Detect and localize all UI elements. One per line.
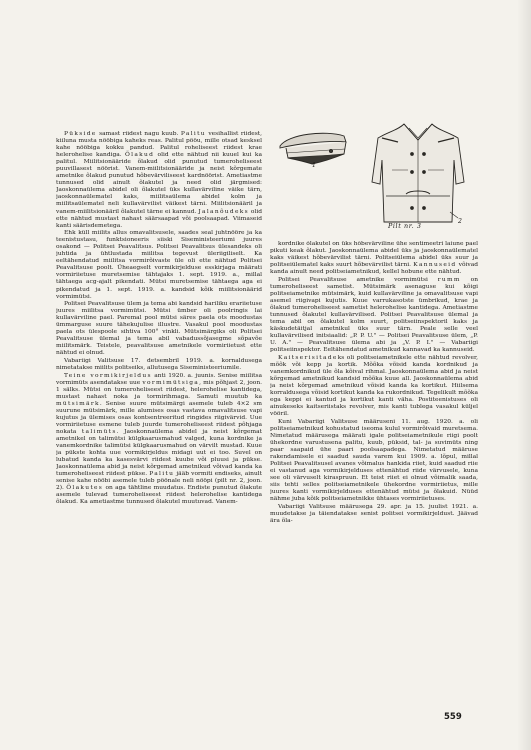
paragraph [56,131,262,230]
text-run: Kuni Vabariigi Valitsuse määruseni 11. aug. 1920. a. oli politseiametnikud kohustatud iseoma kulul vormirõivaid muretsema. Nimetatud määrusega määrati igale politseiametnikule riigi poolt ühekordne varustusena palitu, kuub, püksid, tal- ja suvimüts ning paar saapaid ühe paari poolsaapadega. Nimetatud määruse rakendamisele ei saadud sauda varem kui 1909. a. lõpul, millal Politsei Peavalitsusel avanes võimalus hankida riiet, kuid saadud riie ei vastanud aga vormikirjelduses ettenähtud riide värvusele, kuna see oli värvuselt kiraspruun. Et teist riiet ei olnud võimalik saada, siis tehti selles politseiametnikele ühekordne vormiriietus, mille juures kanti vormikirjelduses ettenähtud mütsi ja õlakuid. Nüüd nähme juba kõik politseiametnikke ühtases vormiriietuses. [270,418,478,503]
spaced-term: mütsimärk [56,400,100,407]
text-run: jääb vormiti endiseks, ainult senise kahe nööbi asemele tuleb pöönale neli nööpi (pilt nr. 2, joon. 2). [56,471,262,492]
text-run: samast riidest nagu kuub. [96,131,181,137]
paragraph [270,504,478,525]
text-run: Politsei Peavalitsuse ametnike vormimütsi [278,276,438,283]
figure-caption: Pilt nr. 3 [388,222,422,230]
spaced-term: talimüts [81,428,117,435]
spaced-term: Palitu [149,471,175,478]
spaced-term: Palitu [180,131,206,137]
spaced-term: Õlakutes [66,485,104,492]
text-run: , mis põhjast 2, joon. 1 sälks. Mütsi on tumeroheliseest riidest, helerohelise kantidega, mustast nahast noka ja tormirihmaga. Samuti muutub ka [56,379,262,400]
text-run: on tumeroheliseest sametist. Mütsimärk asenaguse kui kõigi politseiametnike mütsimärk, kuid kullavärviline ja omavalitsuse vapi asemel riigivapi kujutis. Kuue varrukasotste ümbrikud, krae ja õlakud tumeroheliseest sametist helerohelise kantidega. Ametiastme tunnused õlakutel kullavärvilised. Politsei Peavalitsuse ülemal ja tema abil on õlakutel kolm suurt, politseiinspektoril kaks ja käskudetäitjal ametnikul üks suur tärn. Peale selle veel kullavärvilised initsiaalid: „P. P. U." — Politsei Peavalitsuse ülem, „P. U. A." — Peavalitsuse ülema abi ja „V. P. I." — Vabariigi politseiinspektor. Eeltähendatud ametnikud kannavad ka kannuseid. [270,276,478,354]
page-number: 559 [444,712,462,722]
text-run: Ehk küll miilits allus omavalitsusele, saades seal juhtnööre ja ka teenistustasu, funktsioneeris siiski Siseministeeriumi juures osakond — Politsei Peavalitsus. Politsei Peavalitsus ülesandeks oli juhtida ja ühtlustada miilitsa tegevust üleriigiliselt. Ka eeltähendatud miilitsa vormirõivaste üle oli ette nähtud Politsei Peavalitsuse poolt. Üheaegselt vormikirjelduse esskirjaga määrati vormiriietuse muretsemise tähtajaks 1. sept. 1919. a., millal tähtaega acg-ajalt pikendati. Mütsi muretsemise tähtaega aga ei pikendatud ja 1. sept. 1919. a. kandsid kõik miilitsionäärid vormimütsi. [56,230,262,300]
spaced-term: Õlakud [125,152,155,159]
figure-label-2: 2 [458,218,462,225]
spaced-term: Teine vormikirjeldus [64,372,152,379]
paragraph [270,241,478,276]
spaced-term: Jalanõudeks [198,208,249,215]
right-text-column [270,241,478,721]
spaced-term: Pükside [64,131,97,137]
text-run: Vabariigi Valitsuse 17. detsembril 1919. a. kornaldusega nimetatakse miilits politseiks, allutusega Siseministeeriumile. [56,358,262,372]
cap-drawing [280,133,346,164]
cap-and-coat-drawing [268,118,480,236]
paragraph [56,373,262,507]
text-run: olid ette nähtud mustast nahast säärsaapad või poolsaapad. Viimaseid kanti säärisdemetega. [56,208,262,229]
paragraph [270,355,478,418]
spaced-term: vormimütsiga [142,379,200,386]
paragraph [56,301,262,357]
spaced-term: rumm [437,276,461,283]
text-run: vesihallist riidest, kiiluna musta nööbiga kaheks reas. Palitul pööu, mille otsad kesksel kahe nööbiga kokku pandud. Palitul roheliseest riidest krae helerohelise kandiga. [56,131,262,159]
text-run: olid ette nähtud nii kuuel kui ka palitul. Miilitsionääride õlakud olid punutud tumeroheliseest puuvillasest nöörist. Vanem-miilitsionääride ja neist kõrgemate ametnike õlakud punutud hõbevärviliseest kardnöörist. Ametiastme tunnused olid ainult õlakutel ja need olid järgmised: Jaoskonnaülema abidel oli õlakutel üks kullavärviline väike tärn, jaoskonnaülematel kaks, miilitsaülema abidel kolm ja miilitsaülematel neli kullavärvilist väikest tärni. Miilitsionääril ja vanem-miilitsionääril õlakutel tärne ei kannud. [56,152,262,215]
text-run: . Jaoskonnaülema abidel ja neist kõrgemat ametnikel on talimütsi külgkaarusmahud valged, kuna kordnike ja vanemkordnike talimütsi külgkaarusmahud on värvilt mustad. Kuue ja pükste kohta uue vormikirjeldus midagi uut ei too. Suvel on lubatud kanda ka kasesvärvi riidest kuube või pluusi ja pükse. Jaoskonnaülema abid ja neist kõrgemad ametnikud võivad kanda ka tumeroheliseest riidest pükse. [56,428,262,478]
paragraph [270,277,478,355]
text-run: on aga tähtline muudatus. Endiste punutud õlakute asemele tulevad tumeroheliseest riidest helerohelise kantidega õlakud. Ka ametiastme tunnused õlakutel muutuvad. Vanem- [56,485,262,506]
paragraph [270,419,478,504]
text-run: ks oli politseiametnikele ette nähtud revolver, mõõk või kepp ja kortik. Mõõka võisid kanda kordnikud ja vanemkordnikud üle õla kõival rihmal. Jaoskonnaülema abid ja neist kõrgemad ametnikud kandsid mõõka kuue all. Jaoskonnaülema abid ja neist kõrgemad ametnikud võisid kanda ka kortikut. Hiilsema korraldusega võisid kortikut kanda ka rukordnikud. Tegelikult mõõka ega keppi ei kantud ja kortikut kanti väha. Postiteenistuses oli ainukeseks kaitseriistaks revolver, mis kanti tublega vasakul küljel vööril. [270,354,478,418]
paragraph [56,358,262,372]
spaced-term: Kaitserisitade [278,354,338,361]
left-text-column [56,131,262,721]
text-run: Vabariigi Valitsuse määrusega 29. apr. ja 15. juulist 1921. a. muudetakse ja täiendatakse senist politsei vormikirjeldust. Jäävad ära õla- [270,503,478,524]
text-run: . Senise suure mütsimärgi asemele tuleb 4×2 sm suurune mütsimärk, mille alumises osas vastava omavalitsuse vapi kujutus ja ülemises osas kontsentreeritud ringides riigivärvid. Uue vormiriietuse esmene tuleb juurde tumeroheliseest riidest põhjaga nokata [56,400,262,435]
spaced-term: Kannuseid [413,262,457,269]
uniform-illustration [268,118,480,236]
text-run: võivad kanda ainult need politseiametnikud, kellel hobune ette nähtud. [270,262,478,276]
coat-drawing [372,124,464,222]
text-run: kordnike õlakutel on üks hõbevärviline ühe sentimeetri laiune pael pikuti keak õlakut. Jaoskonnaülema abidel üks ja jaoskonnaülematel kaks väikest hõbevärvilist tärni. Politseiülema abidel üks suur ja politseiülematel kaks suurt hõbevärvilist tärni. [270,241,478,269]
figure-label-1: 1 [312,162,316,169]
text-run: anti 1920. a. juunis. Senise miilitsa vormimüts asendatakse uue [56,372,262,386]
page-edge-shadow [517,0,531,750]
paragraph [56,230,262,300]
text-run: Politsei Peavalitsuse ülem ja tema abi kandsid hariliku erariietuse juures miilitsa vormimütsi. Mütsi ümber oli poolringis lai kullavärviline pael. Paremal pool mütsi säres paela ots moodustas ümmarguse suure tähekujulise illustre. Vasakul pool moodustas paela ots ülespoole sihtiva 100° vinkli. Mütsimärgiks oli Politsei Peavalitsuse ülemal ja tema abil vabadussõjasegme sõpavõe miilitsmärk. Teistele, peavalitsuse ametnikele vormiriietust ette nähtud ei olnud. [56,301,262,357]
